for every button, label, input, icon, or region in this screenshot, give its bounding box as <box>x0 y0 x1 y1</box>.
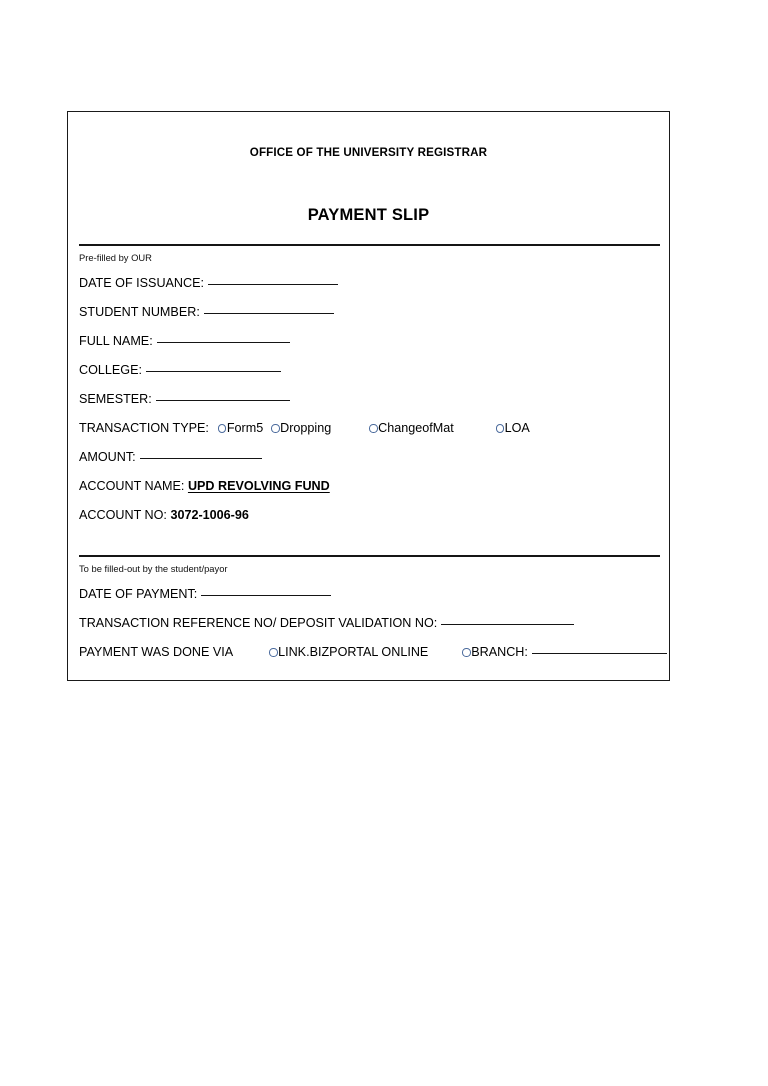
transaction-reference-input[interactable] <box>441 624 574 625</box>
radio-circle-icon <box>218 424 226 432</box>
transaction-type-option-changeofmat-label: ChangeofMat <box>378 421 454 435</box>
date-of-payment-label: DATE OF PAYMENT: <box>79 587 198 601</box>
field-row-transaction-type <box>79 422 530 435</box>
student-number-label: STUDENT NUMBER: <box>79 305 200 319</box>
transaction-type-option-form5-label: Form5 <box>226 421 264 435</box>
field-row-account-name <box>79 480 330 493</box>
transaction-type-option-changeofmat[interactable] <box>369 422 454 435</box>
radio-circle-icon <box>496 424 504 432</box>
field-row-college <box>79 364 281 377</box>
date-of-issuance-label: DATE OF ISSUANCE: <box>79 276 205 290</box>
payment-channel-option-online[interactable] <box>269 646 428 659</box>
college-input[interactable] <box>146 371 281 372</box>
full-name-input[interactable] <box>157 342 290 343</box>
full-name-label: FULL NAME: <box>79 334 153 348</box>
account-no-value: 3072-1006-96 <box>170 508 249 522</box>
page-title: PAYMENT SLIP <box>307 206 430 224</box>
radio-circle-icon <box>271 424 279 432</box>
account-no-label: ACCOUNT NO: <box>79 508 167 522</box>
field-row-student-number <box>79 306 334 319</box>
field-row-transaction-reference <box>79 617 574 630</box>
amount-input[interactable] <box>140 458 262 459</box>
account-name-label: ACCOUNT NAME: <box>79 479 185 493</box>
section-divider-top <box>79 244 660 246</box>
transaction-type-option-loa-label: LOA <box>504 421 530 435</box>
field-row-date-of-payment <box>79 588 331 601</box>
transaction-type-option-dropping-label: Dropping <box>280 421 332 435</box>
prefilled-section-caption: Pre-filled by OUR <box>79 252 152 263</box>
branch-input[interactable] <box>532 653 667 654</box>
payor-section-caption: To be filled-out by the student/payor <box>79 563 228 574</box>
college-label: COLLEGE: <box>79 363 142 377</box>
date-of-payment-input[interactable] <box>201 595 331 596</box>
payment-slip-form <box>67 111 670 681</box>
transaction-type-option-loa[interactable] <box>496 422 530 435</box>
field-row-amount <box>79 451 262 464</box>
account-name-value: UPD REVOLVING FUND <box>187 479 330 493</box>
transaction-type-option-dropping[interactable] <box>271 422 331 435</box>
payment-channel-label: PAYMENT WAS DONE VIA <box>79 645 234 659</box>
semester-label: SEMESTER: <box>79 392 152 406</box>
student-number-input[interactable] <box>204 313 334 314</box>
field-row-full-name <box>79 335 290 348</box>
payment-channel-option-branch-label: BRANCH: <box>471 645 528 659</box>
radio-circle-icon <box>269 648 277 656</box>
transaction-type-option-form5[interactable] <box>218 422 263 435</box>
field-row-date-of-issuance <box>79 277 338 290</box>
amount-label: AMOUNT: <box>79 450 136 464</box>
radio-circle-icon <box>369 424 377 432</box>
field-row-semester <box>79 393 290 406</box>
transaction-type-label: TRANSACTION TYPE: <box>79 421 209 435</box>
payment-channel-option-online-label: LINK.BIZPORTAL ONLINE <box>278 645 429 659</box>
transaction-reference-label: TRANSACTION REFERENCE NO/ DEPOSIT VALIDATION NO: <box>79 616 438 630</box>
semester-input[interactable] <box>156 400 290 401</box>
radio-circle-icon <box>462 648 470 656</box>
date-of-issuance-input[interactable] <box>208 284 338 285</box>
payment-channel-option-branch[interactable] <box>462 646 528 659</box>
field-row-payment-channel <box>79 646 667 659</box>
section-divider-bottom <box>79 555 660 557</box>
field-row-account-no <box>79 509 249 522</box>
organization-heading: OFFICE OF THE UNIVERSITY REGISTRAR <box>249 146 488 159</box>
